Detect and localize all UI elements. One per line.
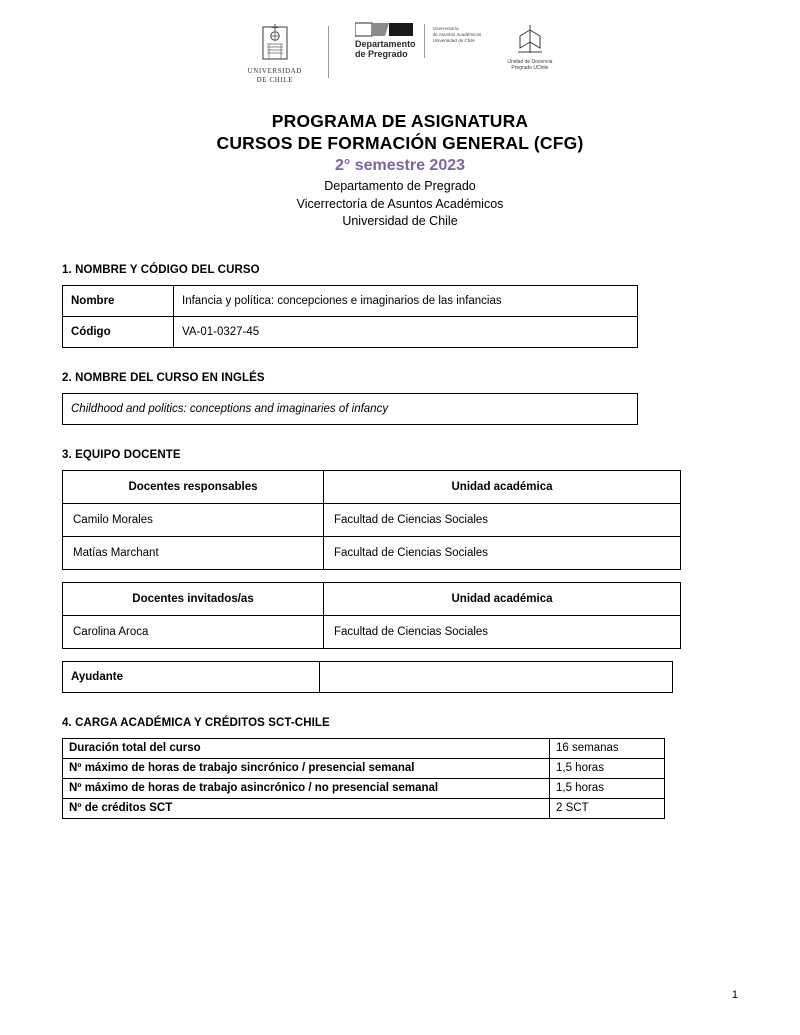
spacer bbox=[62, 570, 738, 582]
title-term: 2° semestre 2023 bbox=[334, 157, 466, 174]
logo-divider-2 bbox=[424, 24, 425, 58]
workload-value-3: 2 SCT bbox=[550, 798, 665, 818]
title-sub-2: Vicerrectoría de Asuntos Académicos bbox=[296, 196, 504, 211]
departamento-pregrado-logo bbox=[355, 22, 481, 59]
invitado-unit-0: Facultad de Ciencias Sociales bbox=[324, 615, 681, 648]
spacer bbox=[62, 649, 738, 661]
ayudante-value-cell bbox=[320, 661, 673, 692]
logo-divider bbox=[328, 26, 329, 78]
table-row bbox=[63, 615, 681, 648]
english-name-cell: Childhood and politics: conceptions and imaginaries of infancy bbox=[63, 393, 638, 424]
table-row bbox=[63, 738, 665, 758]
table-row bbox=[63, 536, 681, 569]
vicerrectoria-line3: Universidad de Chile bbox=[432, 38, 475, 43]
unidad-docencia-line2: Pregrado UChile bbox=[511, 65, 549, 72]
table-header-row bbox=[63, 470, 681, 503]
codigo-label-cell: Código bbox=[63, 316, 174, 347]
unidad-docencia-icon bbox=[513, 22, 547, 56]
table-row bbox=[63, 503, 681, 536]
ayudante-table bbox=[62, 661, 673, 693]
spacer bbox=[62, 425, 738, 449]
responsable-name-0: Camilo Morales bbox=[63, 503, 324, 536]
table-header-row bbox=[63, 582, 681, 615]
table-row bbox=[63, 285, 638, 316]
uch-logo-line2: DE CHILE bbox=[256, 75, 294, 84]
responsable-unit-1: Facultad de Ciencias Sociales bbox=[324, 536, 681, 569]
section-1-heading: 1. NOMBRE Y CÓDIGO DEL CURSO bbox=[62, 263, 260, 276]
workload-value-1: 1,5 horas bbox=[550, 758, 665, 778]
table-row bbox=[63, 798, 665, 818]
spacer bbox=[62, 348, 738, 372]
docentes-invitados-table bbox=[62, 582, 681, 649]
vicerrectoria-line1: Vicerrectoría bbox=[432, 26, 459, 31]
vicerrectoria-logo-text bbox=[433, 26, 482, 44]
workload-key-1: Nº máximo de horas de trabajo sincrónico / presencial semanal bbox=[63, 758, 550, 778]
uch-logo-line1: UNIVERSIDAD bbox=[247, 67, 303, 75]
carga-academica-table bbox=[62, 738, 665, 819]
invitado-name-0: Carolina Aroca bbox=[63, 615, 324, 648]
document-title-block bbox=[62, 110, 738, 230]
nombre-label-cell: Nombre bbox=[63, 285, 174, 316]
codigo-value-cell: VA-01-0327-45 bbox=[174, 316, 638, 347]
section-3-heading: 3. EQUIPO DOCENTE bbox=[62, 448, 181, 461]
universidad-de-chile-logo bbox=[248, 22, 302, 84]
responsables-header-cell: Docentes responsables bbox=[63, 470, 324, 503]
workload-value-0: 16 semanas bbox=[550, 738, 665, 758]
spacer bbox=[62, 693, 738, 717]
responsable-name-1: Matías Marchant bbox=[63, 536, 324, 569]
uch-shield-icon bbox=[257, 22, 293, 64]
table-row bbox=[63, 316, 638, 347]
header-logos bbox=[62, 22, 738, 94]
unidad-docencia-logo bbox=[507, 22, 552, 72]
nombre-value-cell: Infancia y política: concepciones e imaginarios de las infancias bbox=[174, 285, 638, 316]
departamento-logo-left bbox=[355, 22, 416, 59]
workload-key-2: Nº máximo de horas de trabajo asincrónico / no presencial semanal bbox=[63, 778, 550, 798]
responsable-unit-0: Facultad de Ciencias Sociales bbox=[324, 503, 681, 536]
unidad-docencia-text bbox=[507, 59, 552, 72]
invitados-header-cell: Docentes invitados/as bbox=[63, 582, 324, 615]
docentes-responsables-table bbox=[62, 470, 681, 570]
vicerrectoria-line2: de Asuntos Académicos bbox=[432, 32, 482, 37]
title-sub-3: Universidad de Chile bbox=[342, 214, 458, 228]
workload-value-2: 1,5 horas bbox=[550, 778, 665, 798]
unidad-header-cell-1: Unidad académica bbox=[324, 470, 681, 503]
title-line-2: CURSOS DE FORMACIÓN GENERAL (CFG) bbox=[216, 133, 584, 153]
unidad-header-cell-2: Unidad académica bbox=[324, 582, 681, 615]
course-identity-table bbox=[62, 285, 638, 348]
section-2-heading: 2. NOMBRE DEL CURSO EN INGLÉS bbox=[62, 371, 265, 384]
workload-key-0: Duración total del curso bbox=[63, 738, 550, 758]
title-line-1: PROGRAMA DE ASIGNATURA bbox=[271, 111, 529, 131]
table-row bbox=[63, 393, 638, 424]
ayudante-label-cell: Ayudante bbox=[63, 661, 320, 692]
table-row bbox=[63, 778, 665, 798]
english-name-table bbox=[62, 393, 638, 425]
unidad-docencia-line1: Unidad de Docencia bbox=[507, 59, 553, 65]
page-number: 1 bbox=[731, 989, 738, 1001]
section-4-heading: 4. CARGA ACADÉMICA Y CRÉDITOS SCT-CHILE bbox=[62, 716, 330, 729]
table-row bbox=[63, 758, 665, 778]
departamento-logo-title bbox=[355, 39, 416, 59]
departamento-line1: Departamento bbox=[355, 39, 416, 49]
title-sub-1: Departamento de Pregrado bbox=[324, 179, 476, 193]
table-row bbox=[63, 661, 673, 692]
uch-logo-text bbox=[248, 67, 302, 84]
departamento-line2: de Pregrado bbox=[355, 49, 408, 59]
workload-key-3: Nº de créditos SCT bbox=[63, 798, 550, 818]
pregrado-bars-icon bbox=[355, 22, 413, 37]
